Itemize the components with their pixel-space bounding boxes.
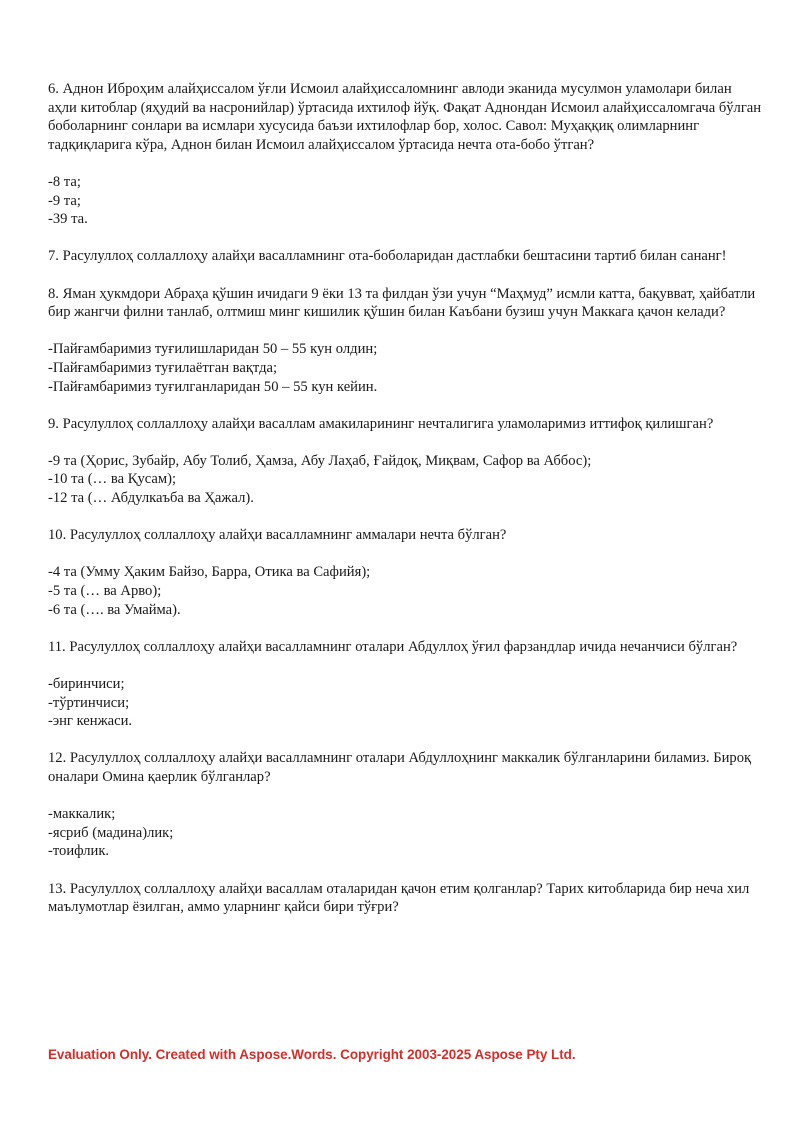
- answer-option: -энг кенжаси.: [48, 713, 133, 730]
- answer-option: -ясриб (мадина)лик;: [48, 824, 174, 841]
- answer-option: -маккалик;: [48, 806, 116, 823]
- answer-options-8: [48, 340, 764, 396]
- answer-option: -Пайғамбаримиз туғилганларидан 50 – 55 кун кейин.: [48, 378, 378, 395]
- answer-option: -39 та.: [48, 211, 88, 228]
- answer-options-11: [48, 675, 764, 731]
- question-9: 9. Расулуллоҳ соллаллоҳу алайҳи васаллам амакиларининг нечталигига уламоларимиз иттифоқ қилишган?: [48, 415, 714, 432]
- evaluation-watermark: Evaluation Only. Created with Aspose.Words. Copyright 2003-2025 Aspose Pty Ltd.: [48, 1047, 576, 1062]
- answer-option: -биринчиси;: [48, 676, 125, 692]
- question-8: 8. Яман ҳукмдори Абраҳа қўшин ичидаги 9 ёки 13 та филдан ўзи учун “Маҳмуд” исмли катта, бақувват, ҳайбатли бир жангчи филни танлаб, олтмиш минг кишилик қўшин билан Каъбани бузиш учун Маккага қачон келади?: [48, 285, 756, 321]
- question-10: 10. Расулуллоҳ соллаллоҳу алайҳи васалламнинг аммалари нечта бўлган?: [48, 527, 507, 544]
- answer-option: -Пайғамбаримиз туғилишларидан 50 – 55 кун олдин;: [48, 341, 378, 358]
- answer-option: -12 та (… Абдулкаъба ва Ҳажал).: [48, 490, 254, 507]
- answer-option: -9 та;: [48, 192, 81, 209]
- answer-option: -тоифлик.: [48, 843, 110, 860]
- answer-option: -4 та (Умму Ҳаким Байзо, Барра, Отика ва Сафийя);: [48, 564, 371, 581]
- answer-option: -5 та (… ва Арво);: [48, 583, 162, 600]
- document-body: [48, 80, 764, 935]
- question-11: 11. Расулуллоҳ соллаллоҳу алайҳи васалламнинг оталари Абдуллоҳ ўғил фарзандлар ичида нечанчиси бўлган?: [48, 638, 738, 655]
- answer-options-6: [48, 173, 764, 229]
- answer-options-9: [48, 452, 764, 508]
- question-12: 12. Расулуллоҳ соллаллоҳу алайҳи васалламнинг оталари Абдуллоҳнинг маккалик бўлганларини биламиз. Бироқ оналари Омина қаерлик бўлганлар?: [48, 750, 752, 785]
- question-7: 7. Расулуллоҳ соллаллоҳу алайҳи васалламнинг ота-боболаридан дастлабки бештасини тартиб билан сананг!: [48, 248, 727, 265]
- answer-option: -8 та;: [48, 173, 81, 190]
- answer-options-12: [48, 805, 764, 861]
- answer-option: -Пайғамбаримиз туғилаётган вақтда;: [48, 359, 278, 376]
- question-6: 6. Аднон Иброҳим алайҳиссалом ўғли Исмоил алайҳиссаломнинг авлоди эканида мусулмон уламолари билан аҳли китоблар (яҳудий ва насронийлар) ўртасида ихтилоф йўқ. Фақат Аднондан Исмоил алайҳиссаломгача бўлган боболарнинг сонлари ва исмлари хусусида баъзи ихтилофлар бор, холос. Савол: Муҳаққиқ олимларнинг тадқиқларига кўра, Аднон билан Исмоил алайҳиссалом ўртасида нечта ота-бобо ўтган?: [48, 81, 762, 153]
- question-13: 13. Расулуллоҳ соллаллоҳу алайҳи васаллам оталаридан қачон етим қолганлар? Тарих китобларида бир неча хил маълумотлар ёзилган, аммо уларнинг қайси бири тўғри?: [48, 880, 750, 916]
- answer-option: -6 та (…. ва Умайма).: [48, 601, 181, 618]
- answer-options-10: [48, 563, 764, 619]
- answer-option: -9 та (Ҳорис, Зубайр, Абу Толиб, Ҳамза, Абу Лаҳаб, Ғайдоқ, Миқвам, Сафор ва Аббос);: [48, 452, 592, 469]
- answer-option: -тўртинчиси;: [48, 694, 130, 711]
- answer-option: -10 та (… ва Қусам);: [48, 471, 177, 488]
